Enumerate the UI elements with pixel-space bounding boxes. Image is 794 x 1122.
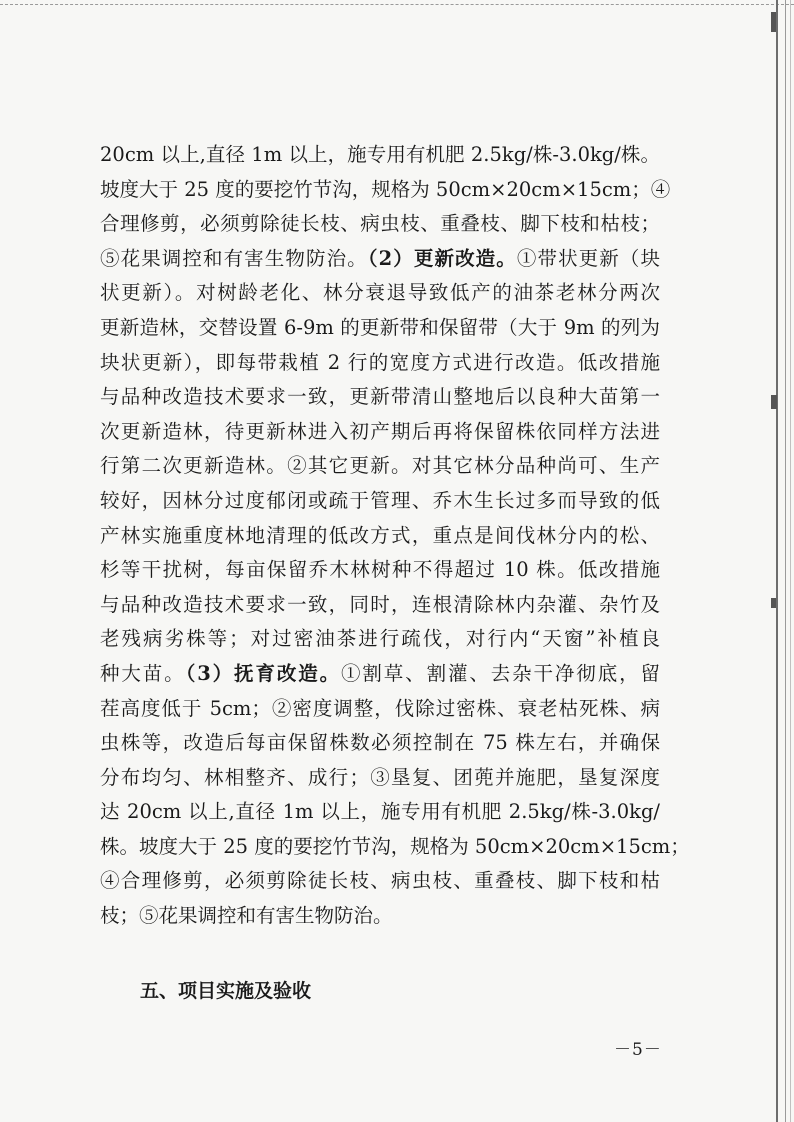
text-run: 次更新造林，待更新林进入初产期后再将保留株依同样方法进 bbox=[100, 419, 660, 443]
text-line bbox=[100, 276, 660, 311]
text-line bbox=[100, 449, 660, 484]
text-run: 更新造林，交替设置 6-9m 的更新带和保留带（大于 9m 的列为 bbox=[100, 315, 660, 339]
text-run: 块状更新），即每带栽植 2 行的宽度方式进行改造。低改措施 bbox=[100, 350, 660, 374]
text-line bbox=[100, 830, 690, 865]
text-run: 产林实施重度林地清理的低改方式，重点是间伐林分内的松、 bbox=[100, 523, 660, 547]
text-line bbox=[100, 519, 660, 554]
text-run: 与品种改造技术要求一致，更新带清山整地后以良种大苗第一 bbox=[100, 385, 660, 409]
text-line bbox=[100, 207, 660, 242]
scan-artifact bbox=[771, 395, 777, 409]
text-run: 达 20cm 以上,直径 1m 以上，施专用有机肥 2.5kg/株-3.0kg/ bbox=[100, 800, 660, 824]
text-run: 行第二次更新造林。②其它更新。对其它林分品种尚可、生产 bbox=[100, 454, 660, 478]
text-run: 种大苗。 bbox=[100, 661, 186, 685]
text-line bbox=[100, 311, 660, 346]
text-run: 枝；⑤花果调控和有害生物防治。 bbox=[100, 904, 393, 928]
text-line bbox=[100, 346, 660, 381]
text-run: 与品种改造技术要求一致，同时，连根清除林内杂灌、杂竹及 bbox=[100, 592, 660, 616]
scan-artifact bbox=[771, 12, 776, 32]
text-line bbox=[100, 138, 660, 173]
text-run: ①割草、割灌、去杂干净彻底，留 bbox=[341, 661, 660, 685]
text-line bbox=[100, 899, 660, 934]
text-run: 株。坡度大于 25 度的要挖竹节沟，规格为 50cm×20cm×15cm； bbox=[100, 834, 690, 858]
text-line bbox=[100, 242, 660, 277]
text-run: 合理修剪，必须剪除徒长枝、病虫枝、重叠枝、脚下枝和枯枝； bbox=[100, 212, 660, 236]
text-run: 茬高度低于 5cm；②密度调整，伐除过密株、衰老枯死株、病 bbox=[100, 696, 660, 720]
text-run: 虫株等，改造后每亩保留株数必须控制在 75 株左右，并确保 bbox=[100, 731, 660, 755]
text-run: 坡度大于 25 度的要挖竹节沟，规格为 50cm×20cm×15cm；④ bbox=[100, 177, 671, 201]
text-line bbox=[100, 588, 660, 623]
body-paragraph bbox=[100, 138, 690, 934]
text-run: ④合理修剪，必须剪除徒长枝、病虫枝、重叠枝、脚下枝和枯 bbox=[100, 869, 660, 893]
text-line bbox=[100, 173, 671, 208]
text-line bbox=[100, 380, 660, 415]
text-run: 杉等干扰树，每亩保留乔木林树种不得超过 10 株。低改措施 bbox=[100, 558, 660, 582]
text-line bbox=[100, 622, 660, 657]
bold-subheading: （3）抚育改造。 bbox=[185, 661, 342, 685]
bold-subheading: （2）更新改造。 bbox=[367, 246, 517, 270]
text-line bbox=[100, 553, 660, 588]
text-line bbox=[100, 484, 660, 519]
text-line bbox=[100, 726, 660, 761]
text-run: ①带状更新（块 bbox=[516, 246, 660, 270]
text-line bbox=[100, 864, 660, 899]
scan-edge-right bbox=[785, 0, 786, 1122]
text-line bbox=[100, 657, 660, 692]
scan-artifact bbox=[771, 598, 776, 608]
text-line bbox=[100, 692, 660, 727]
text-line bbox=[100, 415, 660, 450]
text-run: 状更新）。对树龄老化、林分衰退导致低产的油茶老林分两次 bbox=[100, 281, 660, 305]
text-run: ⑤花果调控和有害生物防治。 bbox=[100, 246, 368, 270]
text-run: 老残病劣株等；对过密油茶进行疏伐，对行内“天窗”补植良 bbox=[100, 627, 660, 651]
page-number: －5－ bbox=[614, 1040, 662, 1060]
text-run: 较好，因林分过度郁闭或疏于管理、乔木生长过多而导致的低 bbox=[100, 488, 660, 512]
text-line bbox=[100, 795, 660, 830]
text-run: 分布均匀、林相整齐、成行；③垦复、团蔸并施肥，垦复深度 bbox=[100, 765, 660, 789]
text-run: 20cm 以上,直径 1m 以上，施专用有机肥 2.5kg/株-3.0kg/株。 bbox=[100, 143, 660, 166]
scan-edge-right bbox=[776, 0, 778, 1122]
text-line bbox=[100, 761, 660, 796]
scan-edge-right bbox=[790, 0, 791, 1122]
section-heading: 五、项目实施及验收 bbox=[140, 980, 312, 1002]
scan-edge-top bbox=[0, 4, 794, 5]
